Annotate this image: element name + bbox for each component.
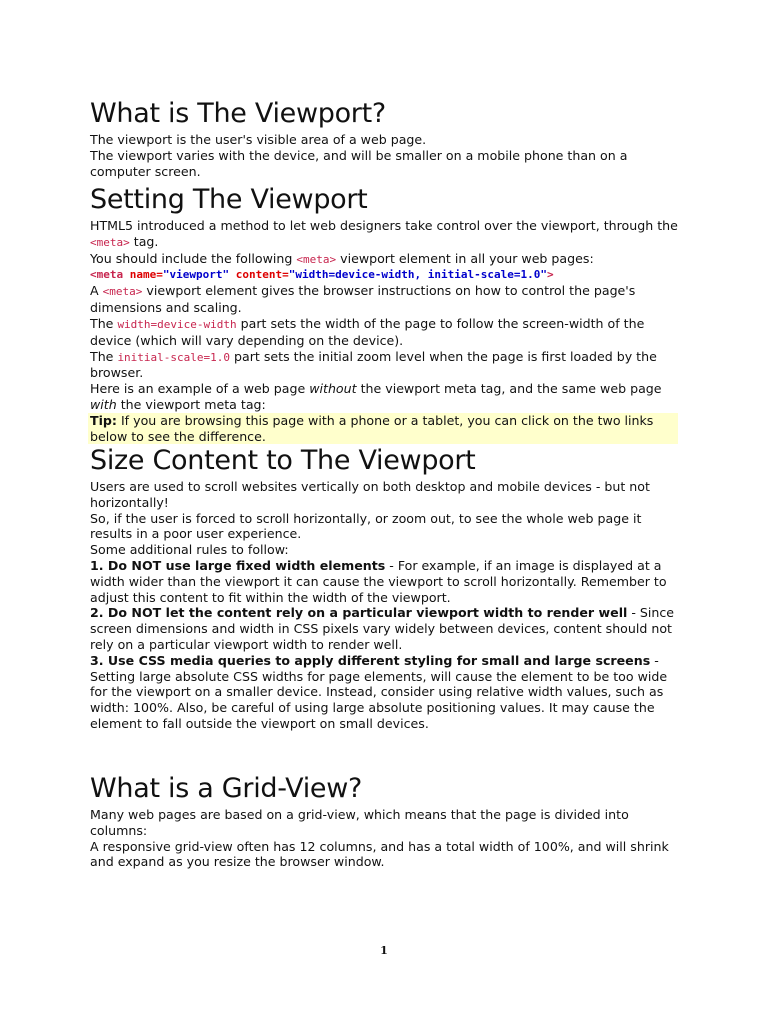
paragraph [90, 218, 680, 251]
section-size-body [90, 479, 680, 732]
paragraph: The viewport is the user's visible area of a web page. [90, 132, 427, 147]
text: Here is an example of a web page [90, 381, 310, 397]
text: HTML5 introduced a method to let web designers take control over the viewport, through the [90, 218, 678, 233]
emphasis: with [90, 396, 117, 412]
heading-size-content: Size Content to The Viewport [90, 445, 476, 476]
text: The [90, 348, 118, 364]
rule-text: - Setting large absolute CSS widths for page elements, will cause the element to be too wide for the viewport on a smaller device. Instead, consider using relative width values, such as width: 100%. Also, be careful of using large absolute positioning values. It may cause the element to fall outside the viewport on small devices. [90, 652, 668, 731]
paragraph: Users are used to scroll websites vertically on both desktop and mobile devices - but not horizontally! [90, 479, 650, 510]
heading-setting-viewport: Setting The Viewport [90, 184, 368, 215]
page-number: 1 [380, 944, 388, 957]
text: part sets the initial zoom level when the page is first loaded by the browser. [90, 348, 657, 381]
text: the viewport meta tag: [116, 396, 266, 412]
paragraph: Many web pages are based on a grid-view, which means that the page is divided into columns: [90, 807, 629, 838]
code-attr: content= [235, 268, 289, 282]
paragraph [90, 251, 680, 268]
section-setting-body [90, 218, 680, 444]
section-viewport-body [90, 132, 680, 179]
text: viewport element gives the browser instructions on how to control the page's dimensions and scaling. [90, 283, 636, 316]
tip-text: If you are browsing this page with a phone or a tablet, you can click on the two links below to see the difference. [90, 412, 654, 444]
rule-title: 1. Do NOT use large fixed width elements [90, 557, 386, 573]
text: part sets the width of the page to follow the screen-width of the device (which will vary depending on the device). [90, 315, 645, 348]
paragraph [90, 381, 680, 413]
code-tag-close: > [547, 268, 554, 282]
rule-title: 3. Use CSS media queries to apply different styling for small and large screens [90, 652, 651, 668]
emphasis: without [309, 381, 357, 397]
text: You should include the following [90, 250, 297, 266]
text: The [90, 315, 118, 331]
tip-box [88, 413, 678, 445]
paragraph: Some additional rules to follow: [90, 542, 289, 558]
paragraph: The viewport varies with the device, and will be smaller on a mobile phone than on a computer screen. [90, 147, 628, 179]
tip-label: Tip: [90, 412, 117, 428]
inline-code: <meta> [102, 285, 143, 299]
rule-text: - For example, if an image is displayed at a width wider than the viewport it can cause the viewport to scroll horizontally. Remember to adjust this content to fit within the width of the viewport. [90, 557, 667, 605]
inline-code: <meta> [296, 252, 337, 266]
text: viewport element in all your web pages: [336, 250, 594, 266]
code-value: "width=device-width, initial-scale=1.0" [288, 268, 547, 282]
paragraph: So, if the user is forced to scroll horizontally, or zoom out, to see the whole web page it results in a poor user experience. [90, 510, 642, 542]
text: the viewport meta tag, and the same web page [356, 381, 662, 397]
meta-code-example [90, 267, 680, 283]
heading-grid-view: What is a Grid-View? [90, 773, 363, 804]
paragraph [90, 349, 680, 382]
section-grid-body [90, 807, 680, 870]
text: tag. [129, 233, 159, 249]
paragraph [90, 283, 680, 316]
rule-text: - Since screen dimensions and width in CSS pixels vary widely between devices, content should not rely on a particular viewport width to render well. [90, 605, 675, 652]
code-value: "viewport" [162, 268, 230, 282]
inline-code: width=device-width [117, 317, 237, 331]
inline-code: <meta> [90, 235, 130, 249]
heading-what-is-viewport: What is The Viewport? [90, 98, 386, 129]
text: A [90, 283, 103, 299]
rule-item [90, 653, 680, 732]
code-attr: name= [129, 268, 163, 282]
paragraph: A responsive grid-view often has 12 columns, and has a total width of 100%, and will shrink and expand as you resize the browser window. [90, 838, 669, 870]
code-tag: <meta [90, 268, 124, 282]
inline-code: initial-scale=1.0 [117, 350, 231, 364]
rule-title: 2. Do NOT let the content rely on a particular viewport width to render well [90, 605, 628, 621]
rule-item [90, 605, 680, 652]
rule-item [90, 558, 680, 605]
paragraph [90, 316, 680, 349]
